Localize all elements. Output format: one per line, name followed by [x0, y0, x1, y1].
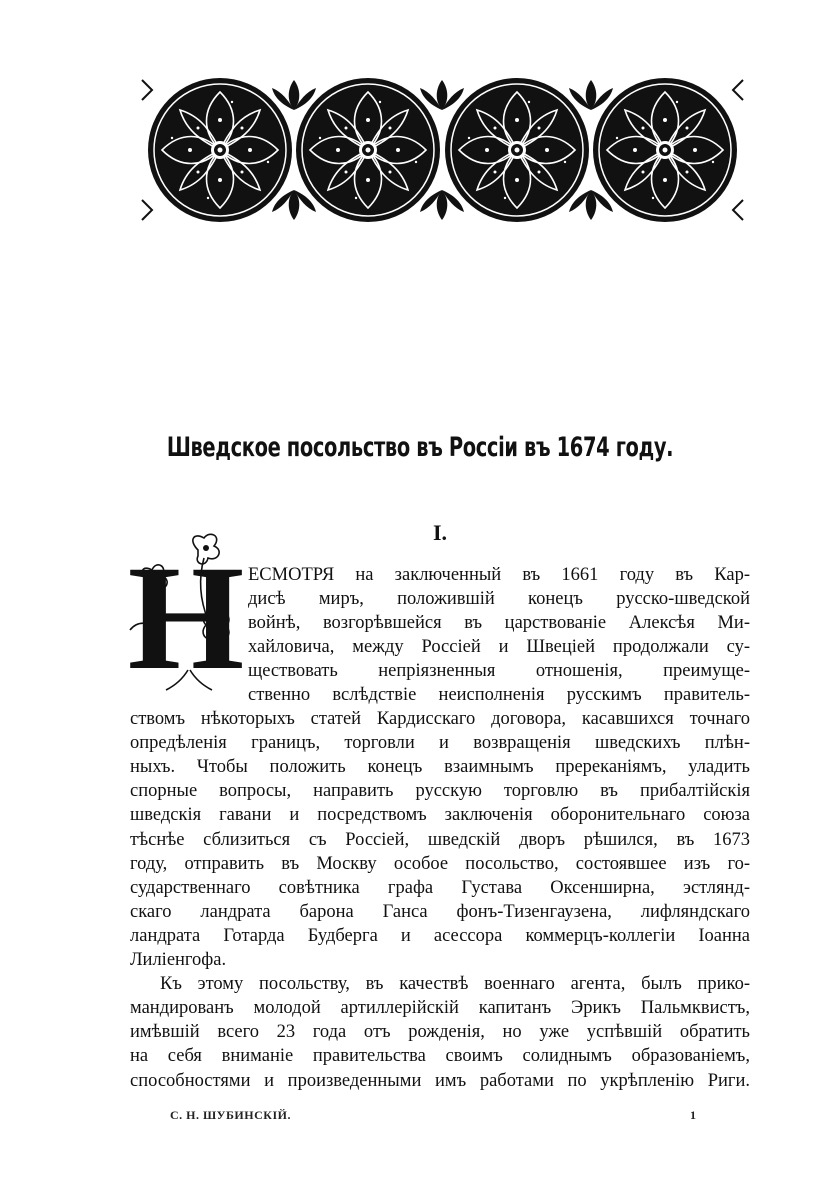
text-line: ществовать непріязненныя отношенія, преимуще-	[248, 661, 750, 682]
text-line: году, отправить въ Москву особое посольство, состоявшее изъ го-	[130, 853, 750, 874]
text-line: войнѣ, возгорѣвшейся въ царствованіе Алексѣя Ми-	[248, 613, 750, 634]
text-line: ЕСМОТРЯ на заключенный въ 1661 году въ Кар-	[248, 565, 750, 585]
text-line: опредѣленія границъ, торговли и возвращенія шведскихъ плѣн-	[130, 733, 750, 754]
text-line: ствомъ нѣкоторыхъ статей Кардисскаго договора, касавшихся точнаго	[130, 709, 750, 730]
text-line: ственно вслѣдствіе неисполненія русскимъ правитель-	[248, 685, 750, 705]
text-line: Лиліенгофа.	[130, 950, 227, 971]
text-line: скаго ландрата барона Ганса фонъ-Тизенгаузена, лифляндскаго	[130, 901, 750, 922]
text-line: тѣснѣе сблизиться съ Россіей, шведскій дворъ рѣшился, въ 1673	[130, 829, 750, 850]
text-line: ныхъ. Чтобы положить конецъ взаимнымъ пререканіямъ, уладить	[130, 757, 750, 778]
floral-initial-letter	[128, 530, 248, 695]
text-line: имѣвшій всего 23 года отъ рожденія, но уже успѣвшій обратить	[130, 1022, 750, 1043]
chapter-number: I.	[432, 520, 448, 545]
text-line: ландрата Готарда Будберга и асессора коммерцъ-коллегіи Іоанна	[130, 925, 750, 946]
main-text	[130, 683, 750, 1093]
article-title: Шведское посольство въ Россіи въ 1674 году.	[166, 432, 674, 463]
text-line: Къ этому посольству, въ качествѣ военнаго агента, былъ прико-	[160, 974, 750, 995]
text-line: способностями и произведенными имъ работами по укрѣпленію Риги.	[130, 1070, 750, 1091]
text-line: шведскія гавани и посредствомъ заключенія оборонительнаго союза	[130, 805, 750, 826]
text-line: дисѣ миръ, положившій конецъ русско-шведской	[248, 589, 750, 610]
text-line: сударственнаго совѣтника графа Густава Оксенширна, эстлянд-	[130, 877, 750, 898]
paragraph-1-opening	[248, 563, 750, 683]
text-line: спорные вопросы, направить русскую торговлю въ прибалтійскія	[130, 781, 750, 802]
rosette-frieze-ornament	[140, 70, 745, 230]
dropcap-letter: Н	[128, 535, 245, 695]
text-line: мандированъ молодой артиллерійскій капитанъ Эрикъ Пальмквистъ,	[130, 998, 750, 1019]
text-line: хайловича, между Россіей и Швеціей продолжали су-	[248, 637, 750, 658]
sheet-number: 1	[690, 1108, 696, 1122]
printer-signature: С. Н. ШУБИНСКІЙ.	[170, 1108, 291, 1122]
text-line: на себя вниманіе правительства своимъ солиднымъ образованіемъ,	[130, 1046, 750, 1067]
